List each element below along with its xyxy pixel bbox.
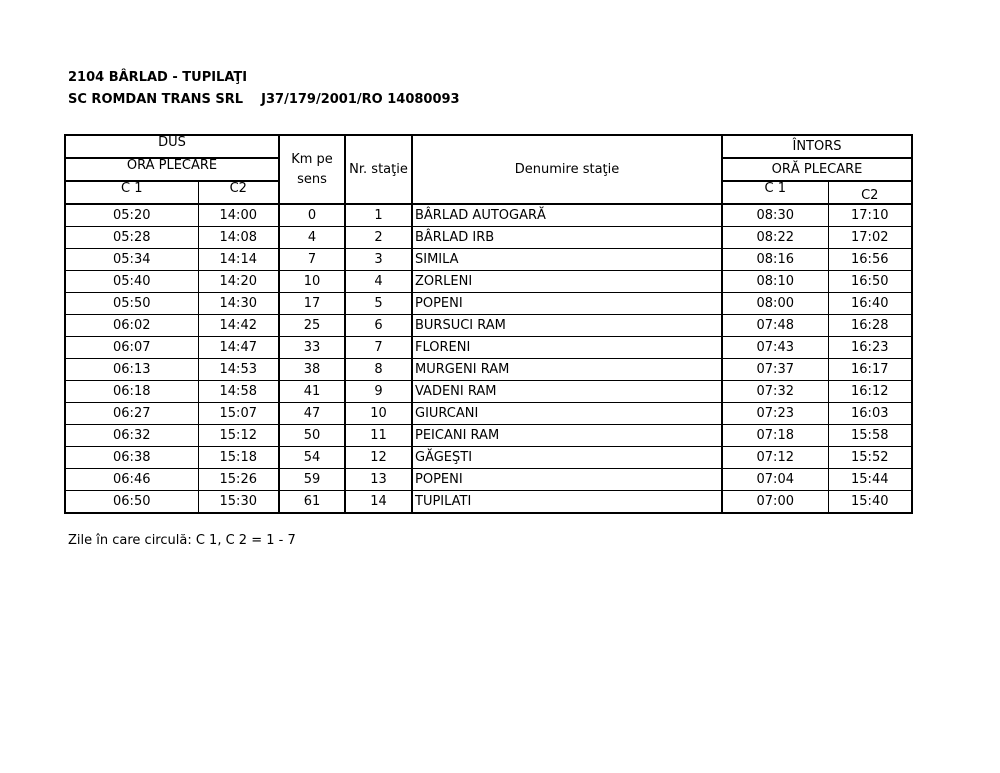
km-cell: 41 — [279, 381, 345, 403]
station-number-cell: 4 — [345, 271, 412, 293]
ret-c1-cell: 07:18 — [722, 425, 828, 447]
station-number-cell: 1 — [345, 204, 412, 227]
km-cell: 38 — [279, 359, 345, 381]
header-denumire-statie: Denumire staţie — [412, 135, 722, 204]
header-dus: DUS — [65, 135, 279, 158]
header-c1-intors: C 1 — [722, 181, 828, 204]
dep-c2-cell: 14:20 — [198, 271, 279, 293]
station-number-cell: 7 — [345, 337, 412, 359]
ret-c2-cell: 15:58 — [828, 425, 912, 447]
station-number-cell: 3 — [345, 249, 412, 271]
ret-c1-cell: 08:22 — [722, 227, 828, 249]
header-ora-plecare-dus: ORA PLECARE — [65, 158, 279, 181]
station-number-cell: 8 — [345, 359, 412, 381]
dep-c2-cell: 14:47 — [198, 337, 279, 359]
header-c2-intors: C2 — [828, 181, 912, 204]
km-cell: 33 — [279, 337, 345, 359]
dep-c2-cell: 14:30 — [198, 293, 279, 315]
dep-c1-cell: 05:34 — [65, 249, 198, 271]
km-cell: 4 — [279, 227, 345, 249]
ret-c1-cell: 08:00 — [722, 293, 828, 315]
ret-c2-cell: 16:23 — [828, 337, 912, 359]
table-row — [65, 315, 912, 337]
dep-c2-cell: 15:18 — [198, 447, 279, 469]
ret-c1-cell: 08:30 — [722, 204, 828, 227]
table-row — [65, 227, 912, 249]
dep-c2-cell: 14:53 — [198, 359, 279, 381]
station-name-cell: PEICANI RAM — [412, 425, 722, 447]
station-name-cell: SIMILA — [412, 249, 722, 271]
ret-c1-cell: 07:37 — [722, 359, 828, 381]
station-name-cell: GIURCANI — [412, 403, 722, 425]
ret-c1-cell: 07:12 — [722, 447, 828, 469]
station-name-cell: POPENI — [412, 293, 722, 315]
station-name-cell: VADENI RAM — [412, 381, 722, 403]
station-number-cell: 12 — [345, 447, 412, 469]
dep-c1-cell: 06:27 — [65, 403, 198, 425]
km-cell: 17 — [279, 293, 345, 315]
header-km: Km pe sens — [279, 135, 345, 204]
ret-c1-cell: 07:04 — [722, 469, 828, 491]
dep-c2-cell: 14:14 — [198, 249, 279, 271]
dep-c1-cell: 05:40 — [65, 271, 198, 293]
dep-c1-cell: 05:50 — [65, 293, 198, 315]
timetable-header — [65, 135, 912, 204]
km-cell: 61 — [279, 491, 345, 514]
station-name-cell: BÂRLAD AUTOGARĂ — [412, 204, 722, 227]
table-row — [65, 425, 912, 447]
ret-c2-cell: 16:56 — [828, 249, 912, 271]
station-name-cell: BÂRLAD IRB — [412, 227, 722, 249]
ret-c2-cell: 15:52 — [828, 447, 912, 469]
km-cell: 10 — [279, 271, 345, 293]
station-number-cell: 5 — [345, 293, 412, 315]
dep-c1-cell: 06:38 — [65, 447, 198, 469]
header-ora-plecare-intors: ORĂ PLECARE — [722, 158, 912, 181]
ret-c2-cell: 15:44 — [828, 469, 912, 491]
km-cell: 59 — [279, 469, 345, 491]
station-number-cell: 6 — [345, 315, 412, 337]
ret-c2-cell: 16:03 — [828, 403, 912, 425]
station-name-cell: TUPILATI — [412, 491, 722, 514]
table-row — [65, 491, 912, 514]
table-row — [65, 337, 912, 359]
dep-c1-cell: 06:18 — [65, 381, 198, 403]
ret-c1-cell: 07:32 — [722, 381, 828, 403]
km-cell: 7 — [279, 249, 345, 271]
ret-c2-cell: 17:10 — [828, 204, 912, 227]
ret-c1-cell: 08:10 — [722, 271, 828, 293]
timetable-body — [65, 204, 912, 513]
header-nr-statie: Nr. staţie — [345, 135, 412, 204]
km-cell: 50 — [279, 425, 345, 447]
table-row — [65, 447, 912, 469]
station-number-cell: 14 — [345, 491, 412, 514]
ret-c2-cell: 17:02 — [828, 227, 912, 249]
station-number-cell: 13 — [345, 469, 412, 491]
station-name-cell: GĂGEŞTI — [412, 447, 722, 469]
ret-c2-cell: 16:40 — [828, 293, 912, 315]
km-cell: 25 — [279, 315, 345, 337]
operator-info: SC ROMDAN TRANS SRL J37/179/2001/RO 14080093 — [68, 92, 460, 107]
dep-c2-cell: 14:58 — [198, 381, 279, 403]
km-cell: 54 — [279, 447, 345, 469]
table-row — [65, 293, 912, 315]
ret-c2-cell: 16:50 — [828, 271, 912, 293]
ret-c1-cell: 07:48 — [722, 315, 828, 337]
timetable — [64, 134, 913, 514]
dep-c1-cell: 05:28 — [65, 227, 198, 249]
dep-c1-cell: 06:32 — [65, 425, 198, 447]
operating-days-note: Zile în care circulă: C 1, C 2 = 1 - 7 — [68, 533, 296, 548]
ret-c1-cell: 08:16 — [722, 249, 828, 271]
km-cell: 47 — [279, 403, 345, 425]
ret-c2-cell: 16:17 — [828, 359, 912, 381]
table-row — [65, 271, 912, 293]
ret-c1-cell: 07:00 — [722, 491, 828, 514]
dep-c1-cell: 06:07 — [65, 337, 198, 359]
ret-c2-cell: 15:40 — [828, 491, 912, 514]
table-row — [65, 381, 912, 403]
dep-c2-cell: 15:26 — [198, 469, 279, 491]
station-name-cell: POPENI — [412, 469, 722, 491]
dep-c1-cell: 05:20 — [65, 204, 198, 227]
station-number-cell: 9 — [345, 381, 412, 403]
station-name-cell: FLORENI — [412, 337, 722, 359]
dep-c2-cell: 15:07 — [198, 403, 279, 425]
dep-c2-cell: 14:00 — [198, 204, 279, 227]
dep-c1-cell: 06:46 — [65, 469, 198, 491]
header-c2-dus: C2 — [198, 181, 279, 204]
route-title: 2104 BÂRLAD - TUPILAŢI — [68, 70, 248, 85]
table-row — [65, 359, 912, 381]
table-row — [65, 469, 912, 491]
ret-c1-cell: 07:23 — [722, 403, 828, 425]
dep-c2-cell: 15:30 — [198, 491, 279, 514]
dep-c2-cell: 15:12 — [198, 425, 279, 447]
dep-c2-cell: 14:08 — [198, 227, 279, 249]
ret-c1-cell: 07:43 — [722, 337, 828, 359]
station-number-cell: 11 — [345, 425, 412, 447]
dep-c1-cell: 06:50 — [65, 491, 198, 514]
header-c1-dus: C 1 — [65, 181, 198, 204]
station-number-cell: 10 — [345, 403, 412, 425]
ret-c2-cell: 16:12 — [828, 381, 912, 403]
table-row — [65, 249, 912, 271]
km-cell: 0 — [279, 204, 345, 227]
dep-c2-cell: 14:42 — [198, 315, 279, 337]
ret-c2-cell: 16:28 — [828, 315, 912, 337]
dep-c1-cell: 06:13 — [65, 359, 198, 381]
header-intors: ÎNTORS — [722, 135, 912, 158]
table-row — [65, 403, 912, 425]
station-name-cell: BURSUCI RAM — [412, 315, 722, 337]
station-number-cell: 2 — [345, 227, 412, 249]
dep-c1-cell: 06:02 — [65, 315, 198, 337]
station-name-cell: MURGENI RAM — [412, 359, 722, 381]
table-row — [65, 204, 912, 227]
station-name-cell: ZORLENI — [412, 271, 722, 293]
